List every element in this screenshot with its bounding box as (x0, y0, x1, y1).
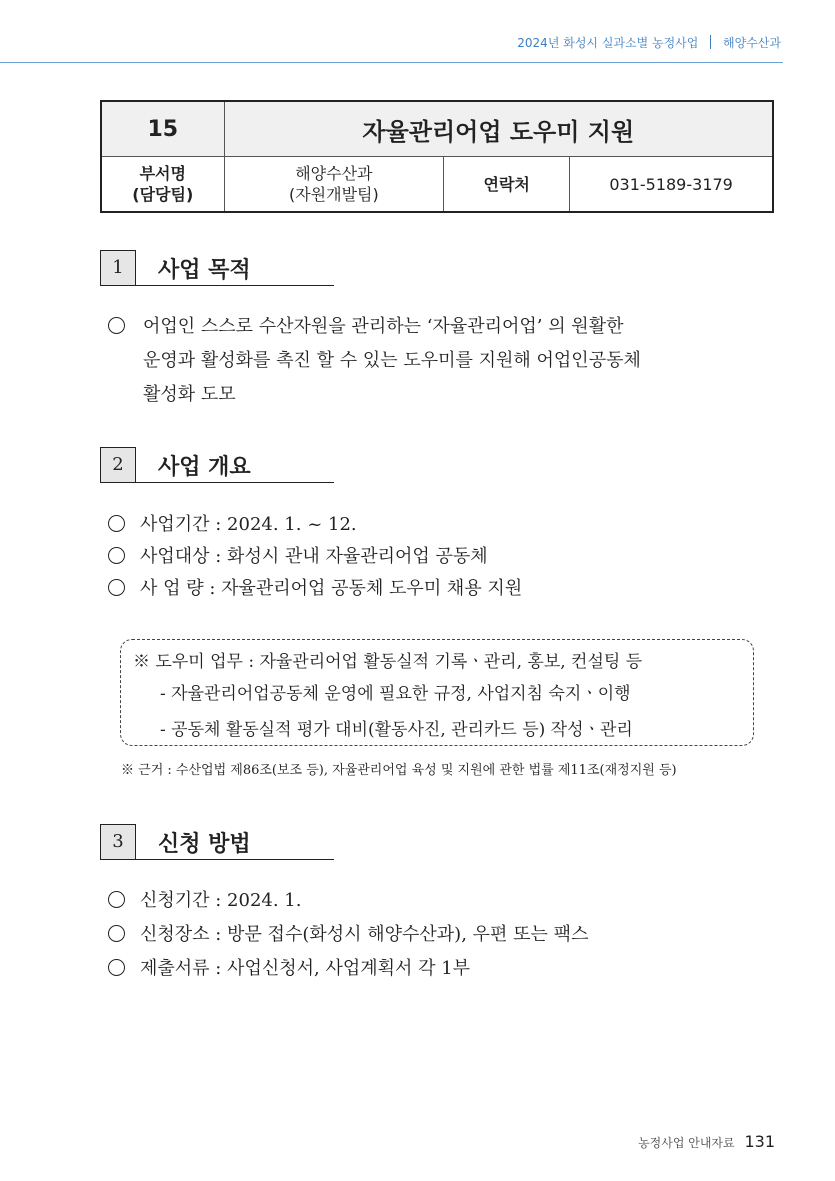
purpose-line-3: 활성화 도모 (143, 384, 236, 405)
page-footer (638, 1132, 775, 1151)
section-underline (136, 482, 334, 483)
page-number: 131 (744, 1132, 775, 1151)
header-dept: 해양수산과 (723, 36, 781, 50)
circle-bullet-icon (108, 515, 125, 532)
project-number: 15 (101, 101, 224, 157)
header-doc-title: 2024년 화성시 실과소별 농정사업 (517, 36, 699, 50)
header-rule (0, 62, 783, 63)
dept-label-cell (101, 157, 224, 213)
circle-bullet-icon (108, 547, 125, 564)
circle-bullet-icon (108, 959, 125, 976)
dept-label: 부서명 (139, 164, 186, 183)
section-number: 3 (100, 824, 136, 860)
section-title: 사업 목적 (158, 258, 251, 283)
overview-period: 사업기간 : 2024. 1. ~ 12. (140, 514, 357, 535)
application-documents: 제출서류 : 사업신청서, 사업계획서 각 1부 (140, 958, 471, 979)
section-title: 신청 방법 (158, 832, 251, 857)
circle-bullet-icon (108, 891, 125, 908)
team-value: (자원개발팀) (288, 185, 379, 204)
team-label: (담당팀) (132, 185, 194, 204)
dept-value: 해양수산과 (295, 164, 373, 183)
contact-label: 연락처 (444, 157, 570, 213)
circle-bullet-icon (108, 317, 125, 334)
project-title: 자율관리어업 도우미 지원 (224, 101, 773, 157)
section-title: 사업 개요 (158, 455, 251, 480)
legal-basis-note: ※ 근거 : 수산업법 제86조(보조 등), 자율관리어업 육성 및 지원에 관한 법률 제11조(재정지원 등) (121, 763, 677, 778)
dept-value-cell (224, 157, 444, 213)
purpose-line-2: 운영과 활성화를 촉진 할 수 있는 도우미를 지원해 어업인공동체 (143, 350, 641, 371)
duty-note-line-2: - 자율관리어업공동체 운영에 필요한 규정, 사업지침 숙지ㆍ이행 (160, 684, 631, 704)
running-header (517, 34, 781, 51)
circle-bullet-icon (108, 579, 125, 596)
circle-bullet-icon (108, 925, 125, 942)
overview-volume: 사 업 량 : 자율관리어업 공동체 도우미 채용 지원 (140, 578, 523, 599)
footer-label: 농정사업 안내자료 (638, 1136, 735, 1150)
section-underline (136, 859, 334, 860)
section-number: 2 (100, 447, 136, 483)
application-place: 신청장소 : 방문 접수(화성시 해양수산과), 우편 또는 팩스 (140, 924, 589, 945)
section-number: 1 (100, 250, 136, 286)
contact-value: 031-5189-3179 (570, 157, 773, 213)
section-underline (136, 285, 334, 286)
duty-note-line-3: - 공동체 활동실적 평가 대비(활동사진, 관리카드 등) 작성ㆍ관리 (160, 720, 633, 740)
header-divider (710, 35, 711, 49)
overview-target: 사업대상 : 화성시 관내 자율관리어업 공동체 (140, 546, 488, 567)
application-period: 신청기간 : 2024. 1. (140, 890, 302, 911)
project-info-table (100, 100, 774, 213)
purpose-line-1: 어업인 스스로 수산자원을 관리하는 ‘자율관리어업’ 의 원활한 (143, 316, 624, 337)
duty-note-line-1: ※ 도우미 업무 : 자율관리어업 활동실적 기록ㆍ관리, 홍보, 컨설팅 등 (133, 652, 643, 672)
